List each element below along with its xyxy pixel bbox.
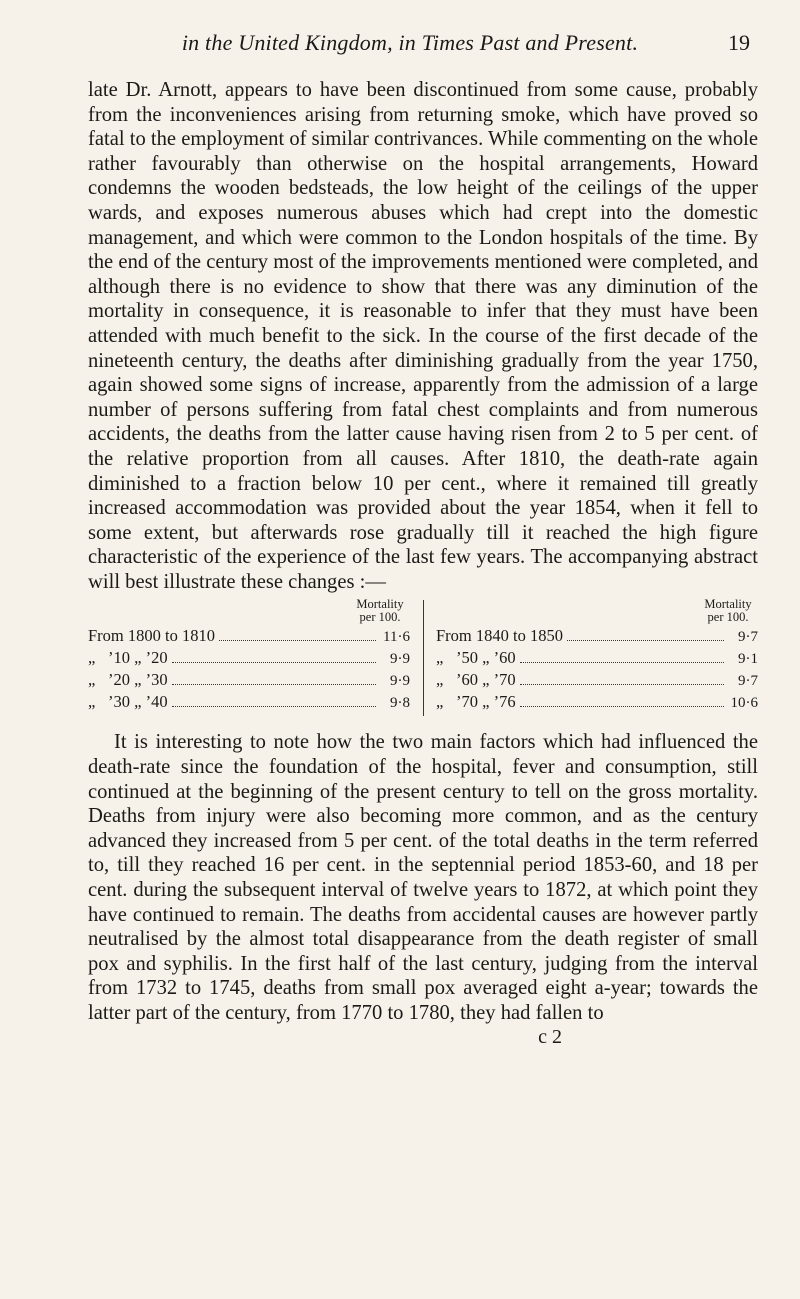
column-heading: Mortality per 100. xyxy=(704,597,752,625)
paragraph: It is interesting to note how the two main factors which had influenced the death-rate since the foundation of the hospital, fever and consumption, still continued at the beginning of the present century to tell on the gross mortality. Deaths from injury were also becoming more common, and as the century advanced they increased from 5 per cent. of the total deaths in the term referred to, till they reached 16 per cent. in the septennial period 1853-60, and 18 per cent. during the subsequent interval of twelve years to 1872, at which point they have continued to remain. The deaths from accidental causes are however partly neutralised by the almost total disappearance from the death register of small pox and syphilis. In the first half of the last century, judging from the interval from 1732 to 1745, deaths from small pox averaged eight a-year; towards the latter part of the century, from 1770 to 1780, they had fallen to xyxy=(88,731,758,1024)
table-row: „ ’50 „ ’60 9·1 xyxy=(436,648,758,668)
running-head xyxy=(70,30,750,60)
table-row: „ ’70 „ ’76 10·6 xyxy=(436,692,758,712)
signature-mark: c 2 xyxy=(538,1025,562,1048)
mortality-value: 9·9 xyxy=(390,673,410,690)
mortality-abstract xyxy=(88,598,758,720)
mortality-value: 9·9 xyxy=(390,651,410,668)
table-row: From 1840 to 1850 9·7 xyxy=(436,626,758,646)
mortality-value: 10·6 xyxy=(730,695,758,712)
page-body xyxy=(88,78,758,1049)
mortality-value: 9·7 xyxy=(738,629,758,646)
paragraph-continued: late Dr. Arnott, appears to have been discontinued from some cause, probably from the inconveniences arising from returning smoke, which have proved so fatal to the employment of similar contrivances. While commenting on the whole rather favourably than otherwise on the hospital arrangements, Howard condemns the wooden bedsteads, the low height of the ceilings of the upper wards, and exposes numerous abuses which had crept into the domestic management, and which were common to the London hospitals of the time. By the end of the century most of the improvements mentioned were completed, and although there is no evidence to show that there was any diminution of the mortality in consequence, it is reasonable to infer that they must have been attended with much benefit to the sick. In the course of the first decade of the nineteenth century, the deaths after diminishing gradually from the year 1750, again showed some signs of increase, apparently from the admission of a large number of persons suffering from fatal chest complaints and from numerous accidents, the deaths from the latter cause having risen from 2 to 5 per cent. of the relative proportion from all causes. After 1810, the death-rate again diminished to a fraction below 10 per cent., where it remained till greatly increased accommodation was provided about the year 1854, when it fell to some extent, but afterwards rose gradually till it reached the high figure characteristic of the experience of the last few years. The accompanying abstract will best illustrate these changes :— xyxy=(88,79,758,593)
mortality-value: 9·7 xyxy=(738,673,758,690)
table-row: From 1800 to 1810 11·6 xyxy=(88,626,410,646)
mortality-value: 11·6 xyxy=(383,629,410,646)
running-title: in the United Kingdom, in Times Past and Present. xyxy=(181,30,639,55)
column-heading: Mortality per 100. xyxy=(356,597,404,625)
mortality-value: 9·8 xyxy=(390,695,410,712)
page-number: 19 xyxy=(728,30,750,55)
table-row: „ ’10 „ ’20 9·9 xyxy=(88,648,410,668)
mortality-value: 9·1 xyxy=(738,651,758,668)
table-row: „ ’30 „ ’40 9·8 xyxy=(88,692,410,712)
table-row: „ ’60 „ ’70 9·7 xyxy=(436,670,758,690)
table-row: „ ’20 „ ’30 9·9 xyxy=(88,670,410,690)
column-divider xyxy=(423,600,424,716)
